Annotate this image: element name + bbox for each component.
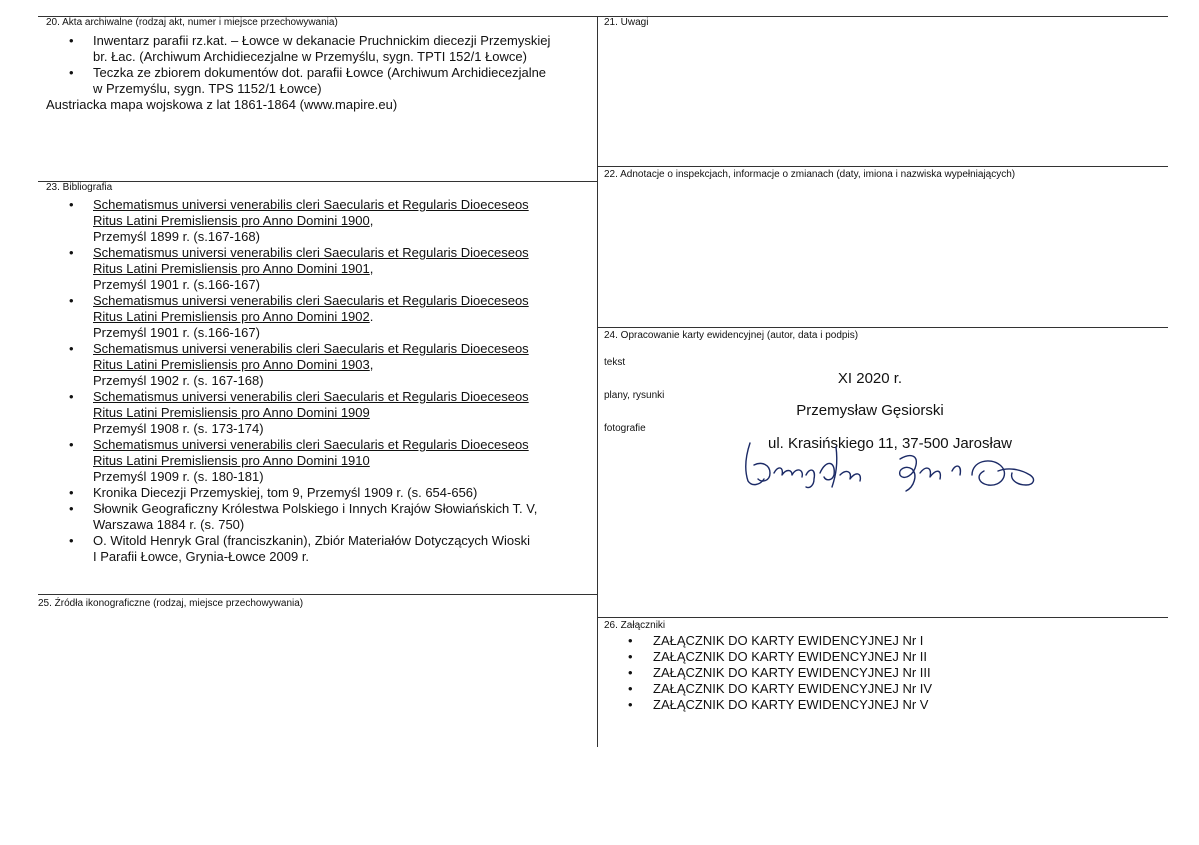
- list-item: • Schematismus universi venerabilis cleri Saecularis et Regularis Dioeceseos Ritus Latini Premisliensis pro Anno Domini 1909 Przemyśl 1908 r. (s. 173-174): [46, 389, 596, 437]
- divider-24-26: [597, 617, 1168, 618]
- bibliography-list: [46, 197, 596, 565]
- list-item: • ZAŁĄCZNIK DO KARTY EWIDENCYJNEJ Nr II: [627, 649, 932, 665]
- attachments-list: [627, 633, 932, 713]
- list-item: • Schematismus universi venerabilis cleri Saecularis et Regularis Dioeceseos Ritus Latini Premisliensis pro Anno Domini 1903, Przemyśl 1902 r. (s. 167-168): [46, 341, 596, 389]
- list-item: • Schematismus universi venerabilis cleri Saecularis et Regularis Dioeceseos Ritus Latini Premisliensis pro Anno Domini 1910 Przemyśl 1909 r. (s. 180-181): [46, 437, 596, 485]
- divider-21-22: [597, 166, 1168, 167]
- list-item: • Inwentarz parafii rz.kat. – Łowce w dekanacie Pruchnickim diecezji Przemyskiej br. Łac. (Archiwum Archidiecezjalne w Przemyślu, sygn. TPTI 152/1 Łowce): [46, 33, 596, 65]
- author-date: XI 2020 r.: [837, 370, 903, 387]
- section-20-extra: Austriacka mapa wojskowa z lat 1861-1864 (www.mapire.eu): [46, 97, 398, 112]
- list-item: • ZAŁĄCZNIK DO KARTY EWIDENCYJNEJ Nr V: [627, 697, 932, 713]
- list-item: • Słownik Geograficzny Królestwa Polskiego i Innych Krajów Słowiańskich T. V, Warszawa 1884 r. (s. 750): [46, 501, 596, 533]
- tekst-label: tekst: [604, 357, 626, 368]
- section-25-label: 25. Źródła ikonograficzne (rodzaj, miejsce przechowywania): [38, 598, 304, 609]
- fotografie-label: fotografie: [604, 423, 646, 434]
- divider-23-25: [38, 594, 597, 595]
- section-20-label: 20. Akta archiwalne (rodzaj akt, numer i miejsce przechowywania): [46, 17, 338, 28]
- section-24-label: 24. Opracowanie karty ewidencyjnej (autor, data i podpis): [604, 330, 859, 341]
- author-address: ul. Krasińskiego 11, 37-500 Jarosław: [767, 435, 1013, 452]
- list-item: • O. Witold Henryk Gral (franciszkanin), Zbiór Materiałów Dotyczących Wioski I Parafii Łowce, Grynia-Łowce 2009 r.: [46, 533, 596, 565]
- plany-label: plany, rysunki: [604, 390, 665, 401]
- section-20-list: [46, 33, 596, 97]
- list-item: • Kronika Diecezji Przemyskiej, tom 9, Przemyśl 1909 r. (s. 654-656): [46, 485, 596, 501]
- column-divider: [597, 16, 598, 747]
- list-item: • ZAŁĄCZNIK DO KARTY EWIDENCYJNEJ Nr I: [627, 633, 932, 649]
- section-22-label: 22. Adnotacje o inspekcjach, informacje o zmianach (daty, imiona i nazwiska wypełniających): [604, 169, 1016, 180]
- list-item: • Schematismus universi venerabilis cleri Saecularis et Regularis Dioeceseos Ritus Latini Premisliensis pro Anno Domini 1900, Przemyśl 1899 r. (s.167-168): [46, 197, 596, 245]
- section-23-label: 23. Bibliografia: [46, 182, 113, 193]
- divider-20-23: [38, 181, 597, 182]
- list-item: • ZAŁĄCZNIK DO KARTY EWIDENCYJNEJ Nr IV: [627, 681, 932, 697]
- list-item: • ZAŁĄCZNIK DO KARTY EWIDENCYJNEJ Nr III: [627, 665, 932, 681]
- list-item: • Teczka ze zbiorem dokumentów dot. parafii Łowce (Archiwum Archidiecezjalne w Przemyślu, sygn. TPS 1152/1 Łowce): [46, 65, 596, 97]
- divider-22-24: [597, 327, 1168, 328]
- section-26-label: 26. Załączniki: [604, 620, 666, 631]
- author-name: Przemysław Gęsiorski: [796, 402, 944, 419]
- signature-image: [740, 435, 1050, 495]
- list-item: • Schematismus universi venerabilis cleri Saecularis et Regularis Dioeceseos Ritus Latini Premisliensis pro Anno Domini 1902. Przemyśl 1901 r. (s.166-167): [46, 293, 596, 341]
- list-item: • Schematismus universi venerabilis cleri Saecularis et Regularis Dioeceseos Ritus Latini Premisliensis pro Anno Domini 1901, Przemyśl 1901 r. (s.166-167): [46, 245, 596, 293]
- section-21-label: 21. Uwagi: [604, 17, 649, 28]
